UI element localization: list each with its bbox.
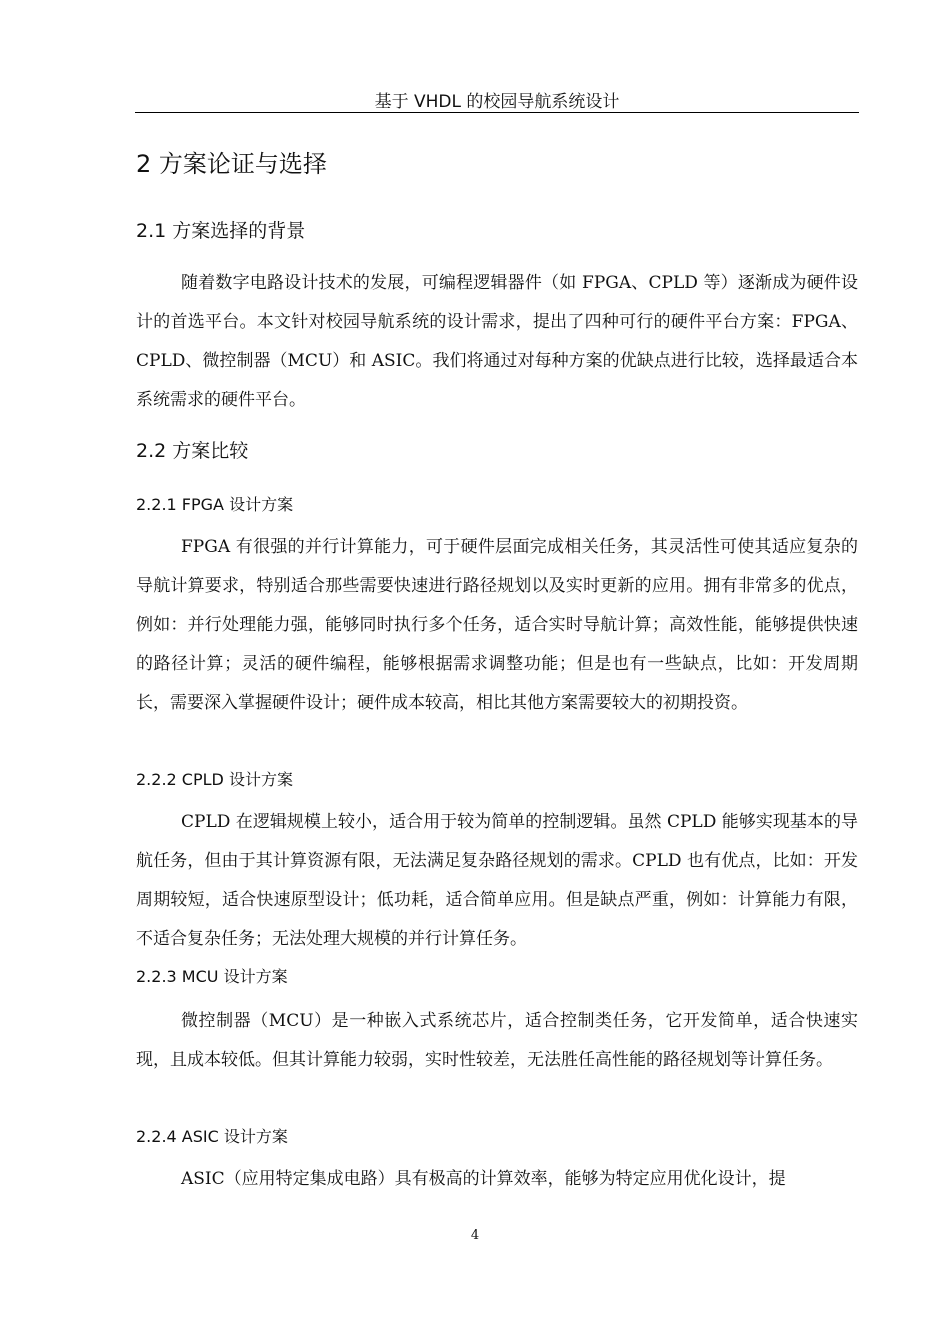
- subsection-heading-2-2-3: 2.2.3 MCU 设计方案: [136, 967, 288, 986]
- subsection-heading-2-2-2: 2.2.2 CPLD 设计方案: [136, 770, 293, 789]
- section-heading-2-1: 2.1 方案选择的背景: [136, 220, 306, 242]
- subsection-2-2-4-paragraph: ASIC（应用特定集成电路）具有极高的计算效率，能够为特定应用优化设计，提: [181, 1169, 786, 1189]
- section-heading-2-2: 2.2 方案比较: [136, 440, 249, 462]
- subsection-heading-2-2-4: 2.2.4 ASIC 设计方案: [136, 1127, 288, 1146]
- chapter-title: 2 方案论证与选择: [136, 150, 327, 178]
- section-2-1-paragraph: 随着数字电路设计技术的发展，可编程逻辑器件（如 FPGA、CPLD 等）逐渐成为硬件设计的首选平台。本文针对校园导航系统的设计需求，提出了四种可行的硬件平台方案：FPGA、CPLD、微控制器（MCU）和 ASIC。我们将通过对每种方案的优缺点进行比较，选择最适合本系统需求的硬件平台。: [136, 273, 858, 410]
- header-rule: [135, 112, 859, 113]
- page-number: 4: [470, 1228, 480, 1243]
- subsection-2-2-3-paragraph: 微控制器（MCU）是一种嵌入式系统芯片，适合控制类任务，它开发简单，适合快速实现，且成本较低。但其计算能力较弱，实时性较差，无法胜任高性能的路径规划等计算任务。: [136, 1011, 858, 1070]
- subsection-2-2-2-paragraph: CPLD 在逻辑规模上较小，适合用于较为简单的控制逻辑。虽然 CPLD 能够实现基本的导航任务，但由于其计算资源有限，无法满足复杂路径规划的需求。CPLD 也有优点，比如：开发周期较短，适合快速原型设计；低功耗，适合简单应用。但是缺点严重，例如：计算能力有限，不适合复杂任务；无法处理大规模的并行计算任务。: [136, 812, 858, 949]
- subsection-heading-2-2-1: 2.2.1 FPGA 设计方案: [136, 495, 294, 514]
- subsection-2-2-1-paragraph: FPGA 有很强的并行计算能力，可于硬件层面完成相关任务，其灵活性可使其适应复杂的导航计算要求，特别适合那些需要快速进行路径规划以及实时更新的应用。拥有非常多的优点，例如：并行处理能力强，能够同时执行多个任务，适合实时导航计算；高效性能，能够提供快速的路径计算；灵活的硬件编程，能够根据需求调整功能；但是也有一些缺点，比如：开发周期长，需要深入掌握硬件设计；硬件成本较高，相比其他方案需要较大的初期投资。: [136, 537, 858, 713]
- running-header: 基于 VHDL 的校园导航系统设计: [374, 92, 620, 112]
